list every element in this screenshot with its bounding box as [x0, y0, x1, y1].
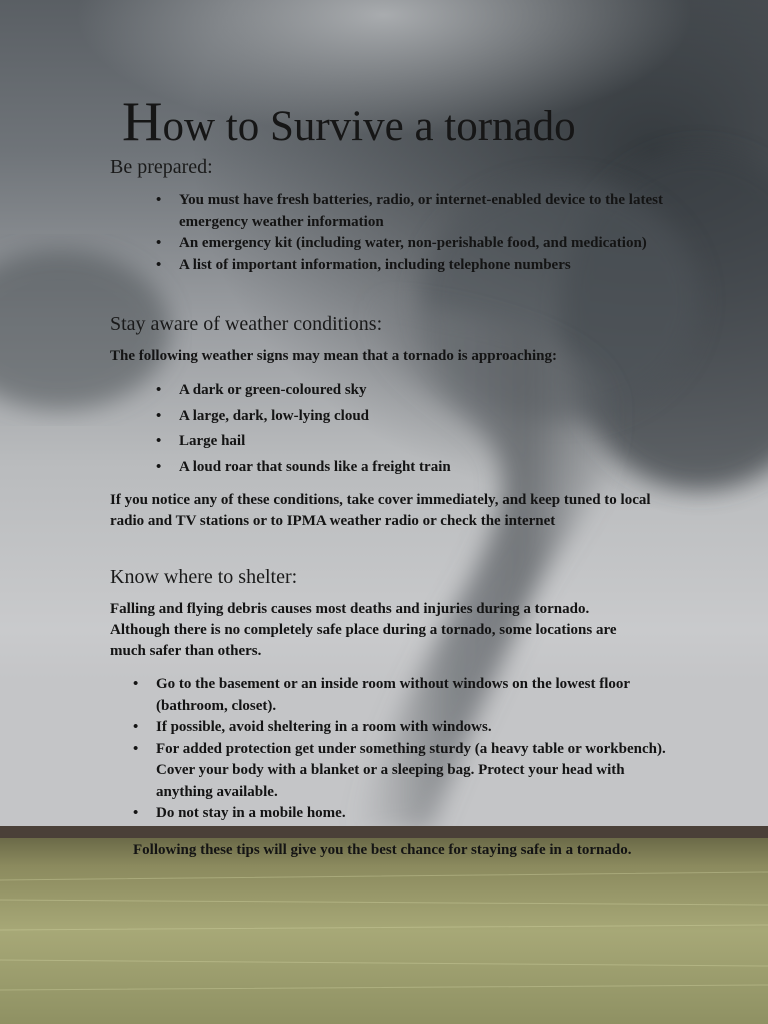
- list-item: • You must have fresh batteries, radio, or internet-enabled device to the latest emergency weather information: [179, 190, 669, 233]
- list-item: • Do not stay in a mobile home.: [156, 803, 666, 825]
- be-prepared-list: [179, 190, 669, 276]
- section-heading-be-prepared: Be prepared:: [110, 156, 213, 178]
- list-item: • A loud roar that sounds like a freight train: [179, 457, 659, 479]
- list-item: • A dark or green-coloured sky: [179, 380, 659, 402]
- page-title: How to Survive a tornado: [122, 91, 576, 153]
- list-item: • If possible, avoid sheltering in a room with windows.: [156, 717, 666, 739]
- list-item: • For added protection get under something sturdy (a heavy table or workbench). Cover your body with a blanket or a sleeping bag. Protect your head with anything available.: [156, 739, 666, 804]
- section-heading-know-shelter: Know where to shelter:: [110, 566, 298, 588]
- list-item: • A list of important information, including telephone numbers: [179, 255, 669, 277]
- list-item: • A large, dark, low-lying cloud: [179, 406, 659, 428]
- weather-signs-intro: The following weather signs may mean that a tornado is approaching:: [110, 348, 557, 364]
- shelter-tips-list: [156, 674, 666, 825]
- shelter-intro-paragraph: Falling and flying debris causes most deaths and injuries during a tornado. Although there is no completely safe place during a tornado, some locations are much safer than others.: [110, 601, 617, 659]
- section-heading-stay-aware: Stay aware of weather conditions:: [110, 313, 383, 335]
- closing-paragraph: Following these tips will give you the best chance for staying safe in a tornado.: [133, 842, 632, 858]
- list-item: • Go to the basement or an inside room without windows on the lowest floor (bathroom, closet).: [156, 674, 666, 717]
- weather-signs-list: [179, 380, 659, 483]
- list-item: • An emergency kit (including water, non-perishable food, and medication): [179, 233, 669, 255]
- take-cover-paragraph: If you notice any of these conditions, take cover immediately, and keep tuned to local radio and TV stations or to IPMA weather radio or check the internet: [110, 492, 651, 529]
- list-item: • Large hail: [179, 431, 659, 453]
